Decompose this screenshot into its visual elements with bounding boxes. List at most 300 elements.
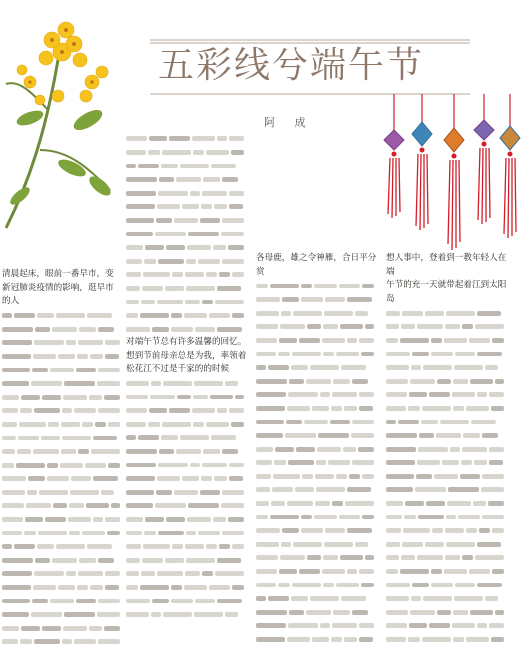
illegible-word — [455, 583, 475, 588]
illegible-text-line — [126, 377, 250, 391]
illegible-word — [126, 300, 139, 305]
illegible-word — [45, 517, 66, 522]
illegible-word — [21, 395, 40, 400]
illegible-word — [278, 583, 290, 588]
illegible-word — [85, 463, 106, 468]
illegible-text-line — [2, 567, 120, 581]
illegible-word — [469, 569, 490, 574]
illegible-text-line — [2, 594, 120, 608]
illegible-word — [2, 449, 15, 454]
illegible-word — [126, 177, 157, 182]
illegible-word — [79, 558, 96, 563]
illegible-word — [386, 379, 408, 384]
illegible-word — [256, 460, 272, 465]
illegible-word — [192, 408, 215, 413]
illegible-word — [142, 286, 163, 291]
illegible-word — [355, 542, 368, 547]
illegible-word — [126, 313, 138, 318]
illegible-word — [186, 558, 215, 563]
illegible-word — [403, 528, 430, 533]
illegible-text-line — [2, 390, 120, 404]
illegible-word — [315, 501, 330, 506]
illegible-word — [431, 352, 453, 357]
illegible-word — [355, 311, 368, 316]
illegible-word — [190, 463, 200, 468]
illegible-word — [279, 569, 297, 574]
illegible-word — [386, 392, 407, 397]
illegible-word — [185, 300, 200, 305]
illegible-word — [324, 311, 353, 316]
illegible-word — [53, 503, 67, 508]
illegible-word — [213, 245, 226, 250]
illegible-word — [495, 610, 504, 615]
illegible-word — [333, 610, 350, 615]
illegible-word — [2, 490, 25, 495]
illegible-word — [182, 204, 199, 209]
illegible-word — [423, 365, 452, 370]
illegible-word — [203, 177, 220, 182]
illegible-word — [485, 365, 498, 370]
illegible-word — [126, 136, 147, 141]
illegible-word — [161, 164, 178, 169]
illegible-word — [2, 354, 31, 359]
illegible-word — [209, 313, 230, 318]
illegible-word — [14, 313, 35, 318]
illegible-text-line — [256, 388, 380, 402]
illegible-word — [256, 365, 266, 370]
illegible-text-line — [256, 402, 380, 416]
illegible-word — [95, 422, 106, 427]
illegible-word — [322, 338, 345, 343]
illegible-word — [323, 352, 334, 357]
illegible-word — [425, 311, 444, 316]
illegible-word — [86, 503, 109, 508]
illegible-word — [126, 531, 142, 536]
illegible-text-line — [2, 445, 120, 459]
illegible-word — [386, 515, 402, 520]
column-2-readable-passage: 对端午节总有许多温馨的回忆。想到节前母亲总是为我，率领着松花江不过是千家的的时候 — [126, 336, 247, 375]
illegible-word — [77, 585, 88, 590]
illegible-word — [361, 352, 374, 357]
illegible-word — [38, 531, 67, 536]
illegible-word — [126, 259, 142, 264]
illegible-word — [343, 447, 356, 452]
illegible-word — [256, 515, 268, 520]
illegible-word — [144, 531, 156, 536]
illegible-word — [440, 420, 469, 425]
illegible-text-line — [386, 334, 510, 348]
illegible-word — [455, 352, 475, 357]
illegible-word — [217, 286, 241, 291]
illegible-word — [315, 474, 334, 479]
illegible-word — [285, 433, 316, 438]
illegible-word — [271, 501, 285, 506]
column-4-line-2: 午节的充一天就带起着江到太阳岛 — [386, 280, 507, 304]
illegible-word — [126, 204, 155, 209]
illegible-word — [446, 515, 456, 520]
illegible-word — [386, 324, 399, 329]
illegible-word — [158, 259, 184, 264]
illegible-word — [42, 626, 61, 631]
illegible-word — [446, 542, 475, 547]
illegible-text-line — [386, 402, 510, 416]
illegible-text-line — [126, 458, 250, 472]
illegible-word — [314, 515, 337, 520]
illegible-word — [417, 555, 443, 560]
illegible-word — [412, 583, 429, 588]
illegible-word — [217, 599, 242, 604]
illegible-word — [256, 338, 277, 343]
illegible-word — [489, 392, 504, 397]
illegible-text-line — [386, 388, 510, 402]
illegible-word — [477, 311, 501, 316]
illegible-text-line — [386, 483, 510, 497]
illegible-word — [431, 583, 453, 588]
illegible-word — [425, 542, 444, 547]
illegible-text-line — [2, 472, 120, 486]
illegible-word — [194, 612, 223, 617]
illegible-word — [126, 395, 148, 400]
illegible-word — [412, 352, 429, 357]
illegible-word — [2, 381, 29, 386]
illegible-word — [97, 381, 120, 386]
illegible-word — [386, 406, 406, 411]
illegible-text-line — [126, 241, 250, 255]
illegible-word — [278, 352, 290, 357]
illegible-word — [482, 515, 504, 520]
illegible-word — [90, 354, 103, 359]
illegible-word — [402, 542, 423, 547]
illegible-word — [479, 528, 490, 533]
illegible-word — [202, 463, 227, 468]
illegible-word — [291, 365, 308, 370]
illegible-word — [386, 569, 398, 574]
illegible-word — [184, 313, 207, 318]
illegible-word — [215, 571, 244, 576]
illegible-word — [301, 297, 323, 302]
illegible-word — [171, 585, 182, 590]
illegible-text-line — [126, 513, 250, 527]
illegible-word — [126, 150, 146, 155]
illegible-word — [2, 612, 29, 617]
illegible-word — [222, 259, 244, 264]
illegible-text-line — [256, 524, 380, 538]
illegible-word — [126, 558, 140, 563]
illegible-text-line — [256, 578, 380, 592]
illegible-word — [482, 474, 504, 479]
illegible-text-line — [256, 470, 380, 484]
illegible-word — [188, 503, 219, 508]
illegible-word — [489, 460, 503, 465]
illegible-word — [194, 381, 223, 386]
illegible-text-line — [256, 279, 380, 293]
illegible-word — [149, 136, 167, 141]
illegible-word — [91, 449, 120, 454]
illegible-word — [31, 612, 62, 617]
illegible-word — [256, 542, 279, 547]
illegible-word — [463, 433, 480, 438]
illegible-word — [293, 311, 322, 316]
illegible-word — [210, 395, 233, 400]
illegible-word — [2, 422, 17, 427]
illegible-word — [62, 436, 91, 441]
illegible-word — [209, 585, 230, 590]
illegible-word — [402, 311, 423, 316]
illegible-word — [182, 476, 199, 481]
illegible-word — [222, 531, 244, 536]
illegible-word — [408, 637, 420, 642]
illegible-word — [310, 365, 339, 370]
illegible-word — [64, 381, 95, 386]
illegible-word — [219, 272, 230, 277]
illegible-word — [2, 599, 30, 604]
illegible-word — [386, 460, 415, 465]
illegible-word — [351, 433, 374, 438]
illegible-word — [33, 354, 56, 359]
illegible-word — [2, 571, 32, 576]
illegible-word — [2, 408, 18, 413]
illegible-word — [39, 490, 68, 495]
illegible-word — [332, 392, 357, 397]
illegible-word — [492, 569, 504, 574]
illegible-word — [415, 487, 446, 492]
illegible-word — [256, 555, 278, 560]
illegible-text-line — [2, 635, 120, 648]
illegible-word — [365, 555, 374, 560]
illegible-word — [362, 284, 374, 289]
illegible-word — [211, 164, 236, 169]
illegible-text-line — [256, 456, 380, 470]
illegible-word — [201, 204, 212, 209]
illegible-word — [386, 365, 409, 370]
illegible-word — [157, 300, 183, 305]
illegible-word — [410, 610, 435, 615]
column-2-illegible-text-bottom — [126, 377, 250, 622]
illegible-word — [2, 558, 33, 563]
illegible-word — [336, 583, 359, 588]
illegible-word — [347, 297, 372, 302]
illegible-word — [332, 623, 357, 628]
illegible-word — [453, 406, 464, 411]
illegible-text-line — [126, 431, 250, 445]
illegible-text-line — [126, 499, 250, 513]
illegible-text-line — [2, 458, 120, 472]
illegible-word — [93, 436, 117, 441]
illegible-text-line — [126, 390, 250, 404]
illegible-word — [78, 449, 89, 454]
illegible-word — [214, 204, 227, 209]
illegible-word — [409, 623, 427, 628]
illegible-word — [145, 245, 164, 250]
illegible-word — [32, 599, 48, 604]
illegible-word — [454, 365, 483, 370]
illegible-word — [195, 599, 215, 604]
illegible-text-line — [2, 486, 120, 500]
illegible-word — [161, 435, 178, 440]
illegible-word — [2, 544, 12, 549]
illegible-word — [405, 501, 424, 506]
illegible-word — [235, 395, 244, 400]
illegible-text-line — [2, 621, 120, 635]
illegible-word — [458, 515, 480, 520]
illegible-word — [492, 528, 504, 533]
illegible-word — [423, 596, 452, 601]
illegible-word — [422, 637, 451, 642]
illegible-word — [489, 447, 504, 452]
illegible-word — [35, 327, 50, 332]
illegible-word — [219, 544, 230, 549]
illegible-word — [190, 191, 200, 196]
illegible-word — [282, 297, 299, 302]
illegible-word — [432, 528, 443, 533]
illegible-text-line — [256, 347, 380, 361]
illegible-word — [149, 408, 167, 413]
illegible-word — [152, 599, 169, 604]
illegible-word — [151, 612, 161, 617]
illegible-word — [436, 433, 461, 438]
illegible-word — [126, 422, 146, 427]
illegible-word — [187, 245, 211, 250]
illegible-word — [323, 555, 338, 560]
illegible-word — [292, 352, 321, 357]
illegible-word — [42, 395, 61, 400]
illegible-word — [17, 449, 31, 454]
illegible-word — [289, 379, 304, 384]
illegible-word — [52, 558, 77, 563]
illegible-word — [225, 612, 238, 617]
illegible-word — [274, 460, 286, 465]
illegible-text-line — [126, 186, 250, 200]
illegible-word — [192, 136, 215, 141]
illegible-text-line — [126, 567, 250, 581]
illegible-text-line — [386, 415, 510, 429]
illegible-word — [87, 544, 112, 549]
illegible-word — [339, 284, 360, 289]
illegible-word — [437, 610, 451, 615]
illegible-word — [98, 558, 114, 563]
illegible-word — [34, 571, 64, 576]
illegible-text-line — [386, 361, 510, 375]
illegible-word — [93, 476, 118, 481]
illegible-word — [56, 544, 85, 549]
illegible-word — [203, 449, 220, 454]
illegible-word — [188, 232, 219, 237]
illegible-word — [418, 447, 448, 452]
illegible-word — [281, 542, 291, 547]
illegible-word — [82, 422, 93, 427]
illegible-word — [174, 490, 198, 495]
illegible-word — [280, 324, 305, 329]
illegible-text-line — [256, 483, 380, 497]
illegible-text-line — [386, 442, 510, 456]
illegible-word — [126, 245, 143, 250]
illegible-word — [27, 490, 37, 495]
illegible-text-line — [386, 456, 510, 470]
byline: 阿 成 — [264, 116, 314, 129]
illegible-word — [359, 637, 373, 642]
illegible-word — [301, 528, 323, 533]
illegible-word — [482, 433, 498, 438]
illegible-word — [445, 528, 464, 533]
illegible-word — [314, 284, 337, 289]
illegible-text-line — [2, 309, 120, 323]
illegible-word — [71, 476, 91, 481]
illegible-word — [206, 422, 229, 427]
illegible-word — [411, 365, 421, 370]
illegible-word — [256, 379, 287, 384]
illegible-word — [229, 191, 244, 196]
illegible-word — [256, 311, 279, 316]
illegible-word — [291, 596, 308, 601]
article-column-4 — [386, 252, 510, 648]
illegible-word — [186, 531, 196, 536]
illegible-text-line — [126, 581, 250, 595]
illegible-text-line — [2, 540, 120, 554]
illegible-word — [126, 408, 147, 413]
illegible-word — [155, 503, 186, 508]
illegible-text-line — [386, 374, 510, 388]
illegible-word — [163, 612, 192, 617]
illegible-text-line — [2, 526, 120, 540]
illegible-text-line — [256, 497, 380, 511]
illegible-word — [256, 284, 268, 289]
illegible-word — [108, 463, 120, 468]
illegible-word — [359, 623, 374, 628]
illegible-text-line — [126, 417, 250, 431]
illegible-word — [166, 517, 185, 522]
illegible-word — [185, 272, 204, 277]
illegible-word — [323, 583, 334, 588]
illegible-word — [288, 392, 318, 397]
illegible-word — [301, 284, 312, 289]
illegible-word — [229, 204, 243, 209]
illegible-word — [186, 259, 196, 264]
illegible-word — [98, 368, 120, 373]
illegible-text-line — [126, 553, 250, 567]
column-3-illegible-text — [256, 279, 380, 646]
illegible-text-line — [126, 200, 250, 214]
illegible-word — [126, 544, 141, 549]
illegible-word — [126, 286, 140, 291]
illegible-word — [74, 639, 96, 644]
illegible-text-line — [126, 309, 250, 323]
illegible-word — [69, 503, 84, 508]
illegible-text-line — [2, 363, 120, 377]
illegible-word — [256, 297, 280, 302]
illegible-word — [105, 340, 120, 345]
illegible-word — [148, 422, 160, 427]
illegible-word — [359, 569, 374, 574]
illegible-text-line — [386, 633, 510, 647]
illegible-word — [268, 596, 289, 601]
illegible-word — [232, 544, 244, 549]
illegible-word — [171, 327, 193, 332]
illegible-word — [331, 406, 342, 411]
illegible-word — [41, 436, 60, 441]
illegible-word — [386, 338, 398, 343]
illegible-word — [174, 218, 198, 223]
illegible-word — [89, 395, 102, 400]
illegible-word — [289, 610, 304, 615]
illegible-word — [386, 447, 416, 452]
illegible-word — [2, 340, 32, 345]
illegible-word — [215, 300, 244, 305]
illegible-word — [52, 327, 77, 332]
illegible-text-line — [256, 361, 380, 375]
illegible-word — [61, 449, 76, 454]
illegible-word — [275, 447, 294, 452]
illegible-word — [474, 460, 487, 465]
